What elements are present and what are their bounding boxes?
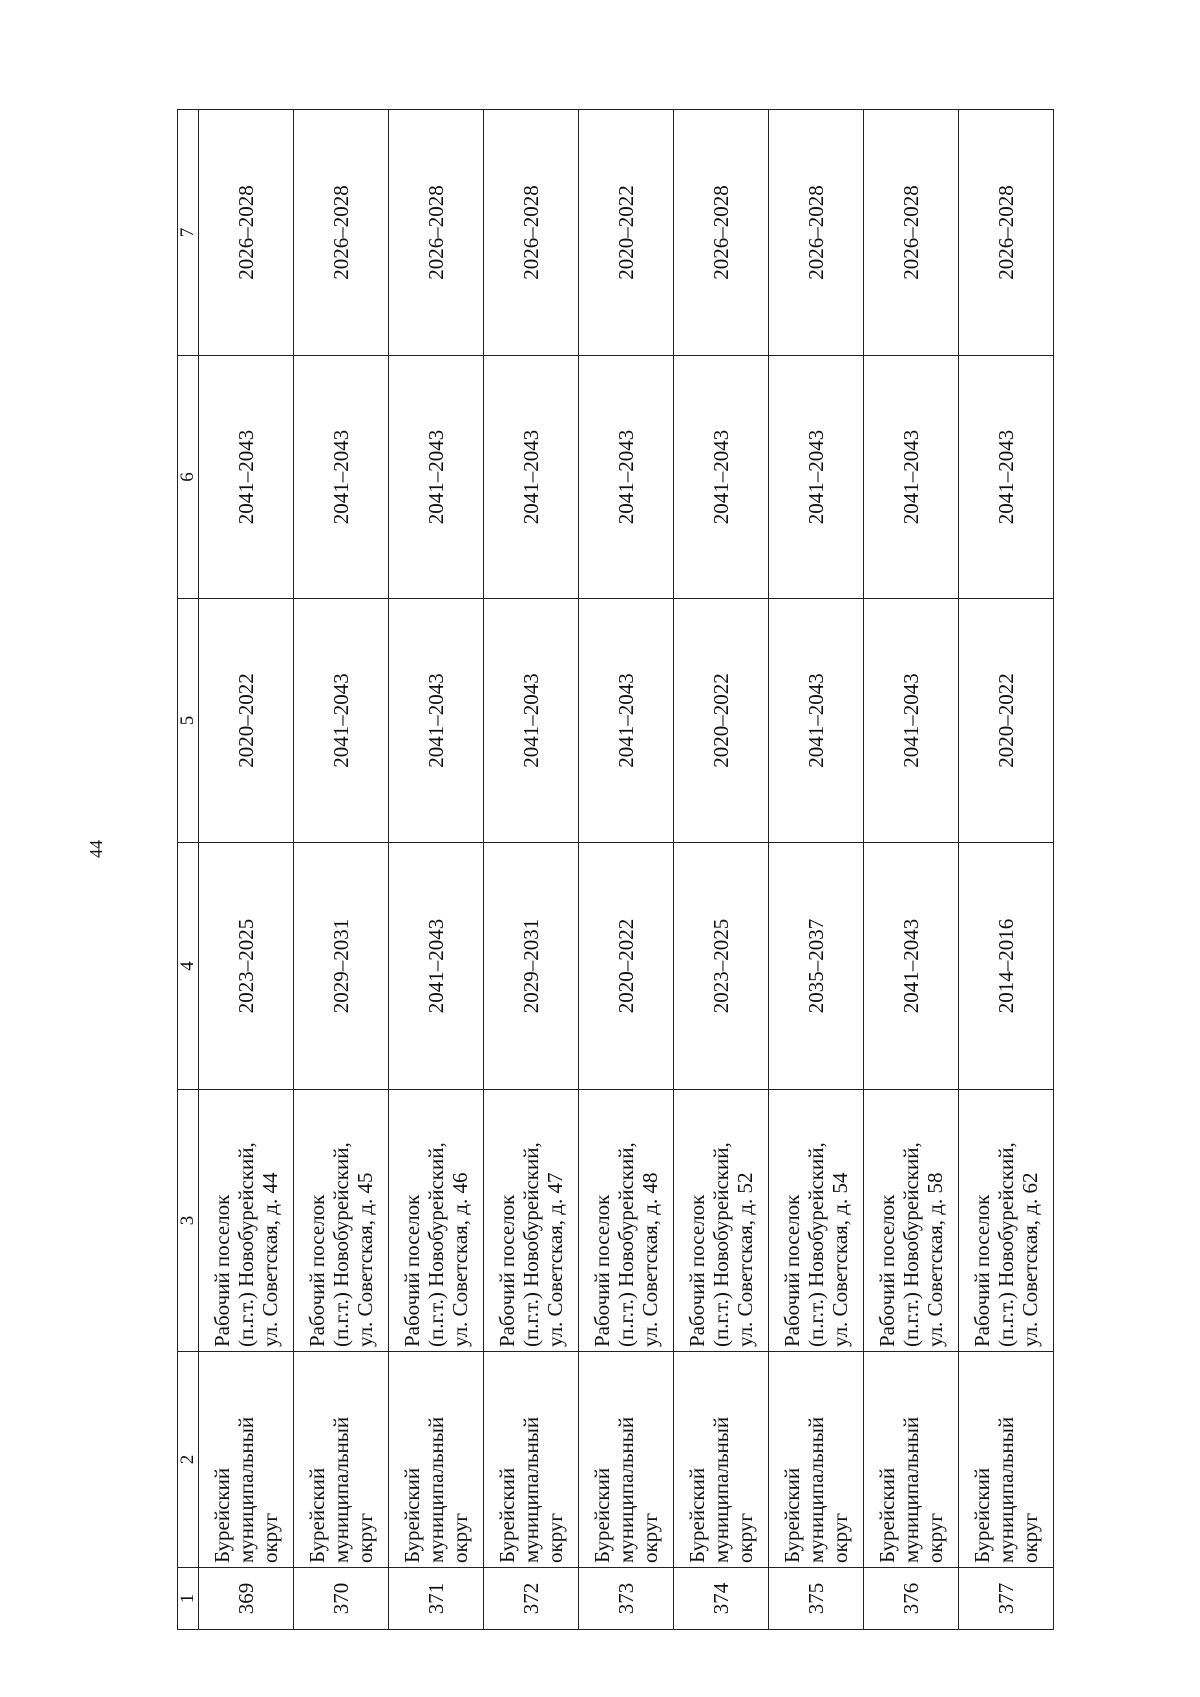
address-cell-line: ул. Советская, д. 52 bbox=[733, 1172, 757, 1347]
district-cell-line: муниципальный bbox=[994, 1416, 1018, 1563]
column-header-5: 5 bbox=[178, 599, 199, 843]
address-cell-line: Рабочий поселок bbox=[875, 1194, 899, 1347]
district-cell-line: округ bbox=[1018, 1512, 1042, 1563]
period-cell-6: 2041–2043 bbox=[674, 356, 769, 599]
district-cell bbox=[769, 1352, 864, 1568]
address-cell-line: Рабочий поселок bbox=[685, 1194, 709, 1347]
district-cell-line: округ bbox=[638, 1512, 662, 1563]
column-header-3: 3 bbox=[178, 1090, 199, 1352]
page-number: 44 bbox=[86, 840, 106, 858]
district-cell bbox=[294, 1352, 389, 1568]
district-cell-line: Бурейский bbox=[970, 1467, 994, 1563]
column-header-7: 7 bbox=[178, 110, 199, 356]
address-cell-line: (п.г.т.) Новобурейский, bbox=[804, 1142, 828, 1347]
address-cell-line: Рабочий поселок bbox=[590, 1194, 614, 1347]
address-cell-line: Рабочий поселок bbox=[970, 1194, 994, 1347]
district-cell-line: Бурейский bbox=[780, 1467, 804, 1563]
district-cell-line: Бурейский bbox=[210, 1467, 234, 1563]
address-cell-line: (п.г.т.) Новобурейский, bbox=[614, 1142, 638, 1347]
district-cell bbox=[389, 1352, 484, 1568]
district-cell-line: Бурейский bbox=[875, 1467, 899, 1563]
period-cell-7: 2026–2028 bbox=[484, 110, 579, 356]
table-row bbox=[864, 110, 959, 1630]
district-cell-line: Бурейский bbox=[495, 1467, 519, 1563]
row-number-cell: 371 bbox=[389, 1568, 484, 1630]
period-cell-6: 2041–2043 bbox=[579, 356, 674, 599]
period-cell-6: 2041–2043 bbox=[389, 356, 484, 599]
address-cell-line: ул. Советская, д. 45 bbox=[353, 1172, 377, 1347]
period-cell-4: 2023–2025 bbox=[674, 843, 769, 1090]
address-cell-line: ул. Советская, д. 62 bbox=[1018, 1172, 1042, 1347]
period-cell-7: 2026–2028 bbox=[959, 110, 1054, 356]
period-cell-7: 2020–2022 bbox=[579, 110, 674, 356]
district-cell bbox=[579, 1352, 674, 1568]
address-cell-line: (п.г.т.) Новобурейский, bbox=[234, 1142, 258, 1347]
period-cell-5: 2041–2043 bbox=[484, 599, 579, 843]
period-cell-4: 2041–2043 bbox=[389, 843, 484, 1090]
table-row bbox=[769, 110, 864, 1630]
period-cell-6: 2041–2043 bbox=[959, 356, 1054, 599]
row-number-cell: 374 bbox=[674, 1568, 769, 1630]
period-cell-6: 2041–2043 bbox=[864, 356, 959, 599]
district-cell bbox=[959, 1352, 1054, 1568]
district-cell-line: Бурейский bbox=[590, 1467, 614, 1563]
row-number-cell: 375 bbox=[769, 1568, 864, 1630]
table-row bbox=[959, 110, 1054, 1630]
address-cell-line: (п.г.т.) Новобурейский, bbox=[899, 1142, 923, 1347]
period-cell-5: 2020–2022 bbox=[199, 599, 294, 843]
address-cell-line: (п.г.т.) Новобурейский, bbox=[329, 1142, 353, 1347]
period-cell-4: 2029–2031 bbox=[484, 843, 579, 1090]
district-cell-line: округ bbox=[543, 1512, 567, 1563]
table-body bbox=[199, 110, 1054, 1630]
table-row bbox=[294, 110, 389, 1630]
table-row bbox=[579, 110, 674, 1630]
row-number-cell: 373 bbox=[579, 1568, 674, 1630]
table-row bbox=[389, 110, 484, 1630]
header-row bbox=[178, 110, 199, 1630]
row-number-cell: 377 bbox=[959, 1568, 1054, 1630]
period-cell-4: 2023–2025 bbox=[199, 843, 294, 1090]
period-cell-7: 2026–2028 bbox=[199, 110, 294, 356]
address-cell-line: ул. Советская, д. 48 bbox=[638, 1172, 662, 1347]
district-cell-line: Бурейский bbox=[685, 1467, 709, 1563]
row-number-cell: 376 bbox=[864, 1568, 959, 1630]
district-cell-line: Бурейский bbox=[305, 1467, 329, 1563]
period-cell-5: 2020–2022 bbox=[674, 599, 769, 843]
address-cell-line: Рабочий поселок bbox=[400, 1194, 424, 1347]
district-cell-line: муниципальный bbox=[329, 1416, 353, 1563]
address-cell-line: ул. Советская, д. 47 bbox=[543, 1172, 567, 1347]
address-cell bbox=[199, 1090, 294, 1352]
period-cell-4: 2035–2037 bbox=[769, 843, 864, 1090]
district-cell bbox=[674, 1352, 769, 1568]
period-cell-6: 2041–2043 bbox=[199, 356, 294, 599]
district-cell bbox=[484, 1352, 579, 1568]
row-number-cell: 369 bbox=[199, 1568, 294, 1630]
district-cell-line: муниципальный bbox=[424, 1416, 448, 1563]
address-cell bbox=[294, 1090, 389, 1352]
period-cell-6: 2041–2043 bbox=[769, 356, 864, 599]
district-cell bbox=[864, 1352, 959, 1568]
district-cell-line: муниципальный bbox=[234, 1416, 258, 1563]
address-cell bbox=[674, 1090, 769, 1352]
district-cell-line: Бурейский bbox=[400, 1467, 424, 1563]
address-cell-line: (п.г.т.) Новобурейский, bbox=[424, 1142, 448, 1347]
table-row bbox=[674, 110, 769, 1630]
district-cell-line: муниципальный bbox=[804, 1416, 828, 1563]
column-header-1: 1 bbox=[178, 1568, 199, 1630]
period-cell-5: 2041–2043 bbox=[389, 599, 484, 843]
address-cell bbox=[864, 1090, 959, 1352]
address-cell-line: Рабочий поселок bbox=[210, 1194, 234, 1347]
district-cell-line: муниципальный bbox=[709, 1416, 733, 1563]
period-cell-5: 2041–2043 bbox=[294, 599, 389, 843]
period-cell-7: 2026–2028 bbox=[769, 110, 864, 356]
address-cell-line: ул. Советская, д. 58 bbox=[923, 1172, 947, 1347]
row-number-cell: 372 bbox=[484, 1568, 579, 1630]
period-cell-7: 2026–2028 bbox=[294, 110, 389, 356]
table-row bbox=[484, 110, 579, 1630]
period-cell-7: 2026–2028 bbox=[864, 110, 959, 356]
address-cell-line: (п.г.т.) Новобурейский, bbox=[519, 1142, 543, 1347]
period-cell-7: 2026–2028 bbox=[674, 110, 769, 356]
address-cell-line: (п.г.т.) Новобурейский, bbox=[709, 1142, 733, 1347]
column-header-4: 4 bbox=[178, 843, 199, 1090]
period-cell-6: 2041–2043 bbox=[294, 356, 389, 599]
period-cell-5: 2041–2043 bbox=[769, 599, 864, 843]
period-cell-5: 2041–2043 bbox=[864, 599, 959, 843]
period-cell-7: 2026–2028 bbox=[389, 110, 484, 356]
address-cell-line: Рабочий поселок bbox=[780, 1194, 804, 1347]
table-row bbox=[199, 110, 294, 1630]
rotated-table-container bbox=[177, 110, 1083, 1630]
district-cell-line: округ bbox=[353, 1512, 377, 1563]
address-cell-line: ул. Советская, д. 54 bbox=[828, 1172, 852, 1347]
period-cell-4: 2020–2022 bbox=[579, 843, 674, 1090]
column-header-6: 6 bbox=[178, 356, 199, 599]
district-cell-line: муниципальный bbox=[899, 1416, 923, 1563]
address-cell-line: ул. Советская, д. 46 bbox=[448, 1172, 472, 1347]
address-cell-line: (п.г.т.) Новобурейский, bbox=[994, 1142, 1018, 1347]
address-cell-line: Рабочий поселок bbox=[495, 1194, 519, 1347]
address-cell bbox=[484, 1090, 579, 1352]
district-cell-line: муниципальный bbox=[519, 1416, 543, 1563]
period-cell-4: 2041–2043 bbox=[864, 843, 959, 1090]
district-cell-line: округ bbox=[828, 1512, 852, 1563]
period-cell-6: 2041–2043 bbox=[484, 356, 579, 599]
district-cell-line: округ bbox=[733, 1512, 757, 1563]
address-cell bbox=[389, 1090, 484, 1352]
period-cell-4: 2014–2016 bbox=[959, 843, 1054, 1090]
address-cell bbox=[579, 1090, 674, 1352]
district-cell-line: муниципальный bbox=[614, 1416, 638, 1563]
period-cell-5: 2041–2043 bbox=[579, 599, 674, 843]
schedule-table bbox=[177, 109, 1054, 1630]
period-cell-5: 2020–2022 bbox=[959, 599, 1054, 843]
row-number-cell: 370 bbox=[294, 1568, 389, 1630]
column-header-2: 2 bbox=[178, 1352, 199, 1568]
address-cell bbox=[769, 1090, 864, 1352]
address-cell-line: Рабочий поселок bbox=[305, 1194, 329, 1347]
district-cell-line: округ bbox=[448, 1512, 472, 1563]
table-header bbox=[178, 110, 199, 1630]
district-cell-line: округ bbox=[923, 1512, 947, 1563]
district-cell-line: округ bbox=[258, 1512, 282, 1563]
address-cell bbox=[959, 1090, 1054, 1352]
district-cell bbox=[199, 1352, 294, 1568]
period-cell-4: 2029–2031 bbox=[294, 843, 389, 1090]
address-cell-line: ул. Советская, д. 44 bbox=[258, 1172, 282, 1347]
